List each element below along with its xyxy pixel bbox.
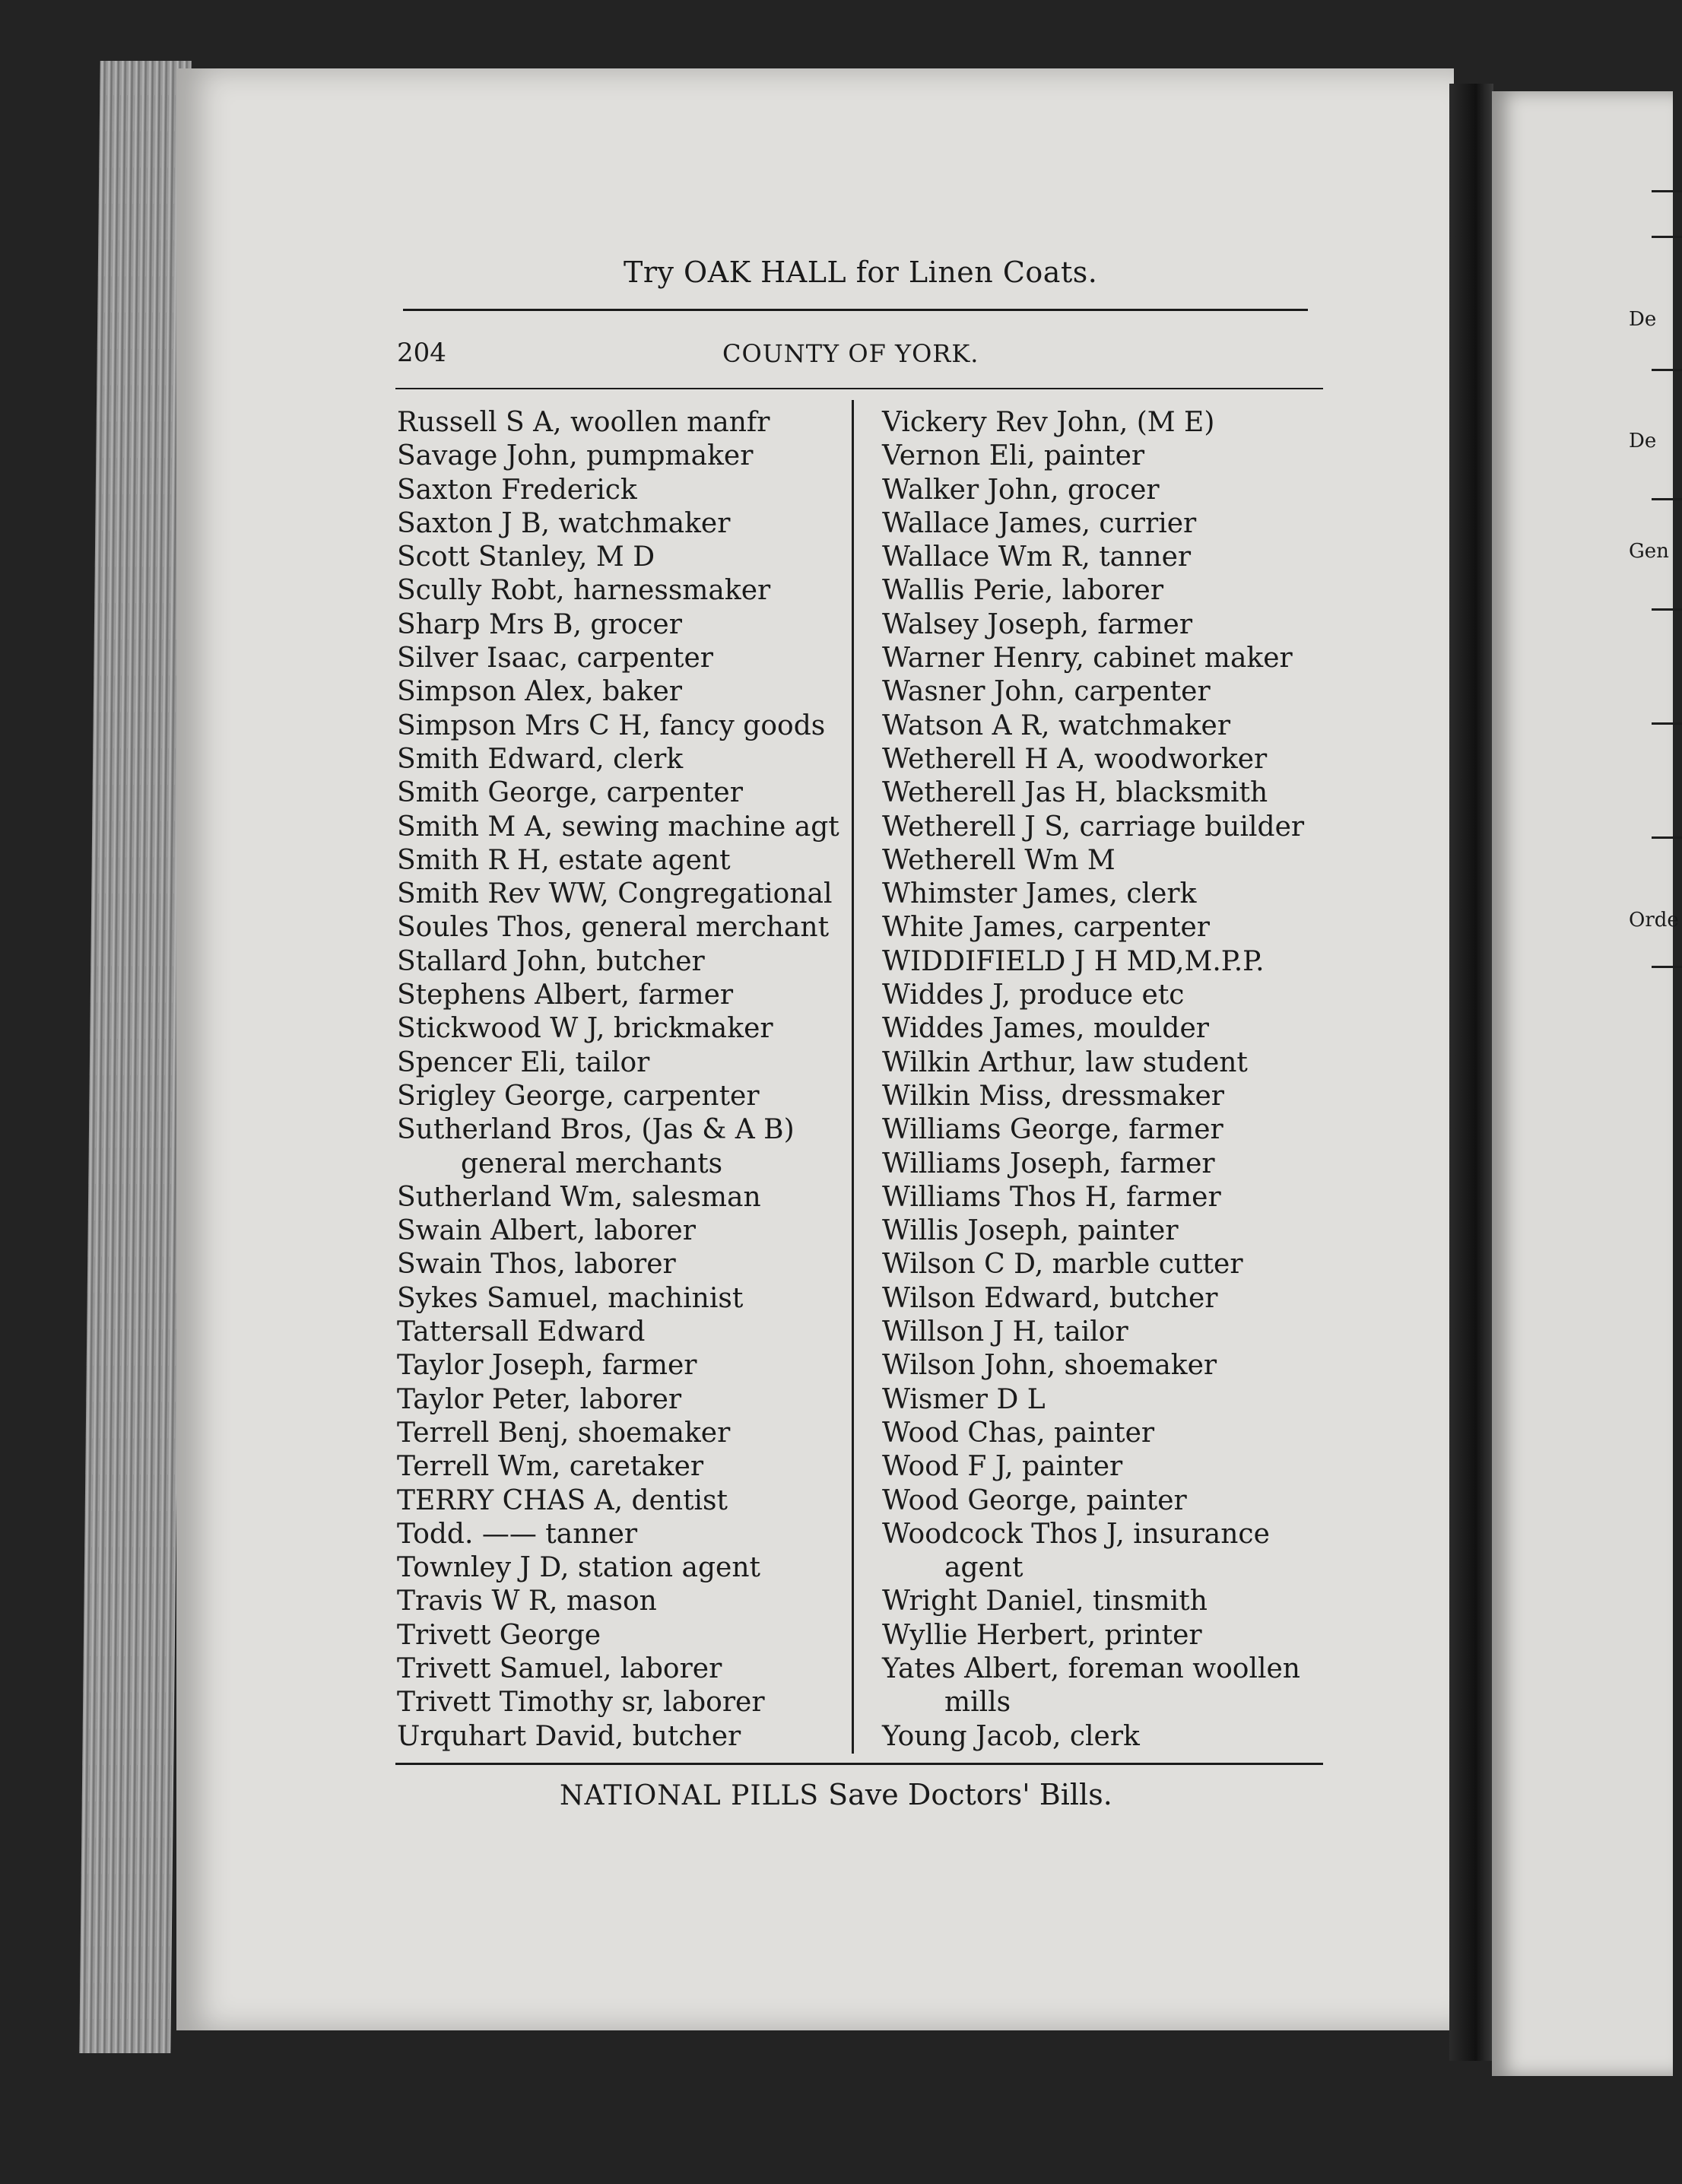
list-item: Simpson Alex, baker bbox=[397, 676, 682, 708]
header-advertisement: Try OAK HALL for Linen Coats. bbox=[624, 256, 1098, 289]
list-item: Scully Robt, harnessmaker bbox=[397, 575, 771, 607]
facing-page-text: De bbox=[1629, 430, 1657, 452]
facing-page-rule bbox=[1652, 236, 1682, 238]
list-item: Warner Henry, cabinet maker bbox=[882, 643, 1293, 675]
list-item: Willson J H, tailor bbox=[882, 1316, 1128, 1348]
list-item: Trivett Samuel, laborer bbox=[397, 1652, 722, 1684]
book-page-edges bbox=[79, 61, 191, 2053]
list-item: Wilkin Miss, dressmaker bbox=[882, 1080, 1224, 1112]
header-rule bbox=[403, 309, 1308, 311]
list-item: Stephens Albert, farmer bbox=[397, 979, 734, 1011]
footer-advertisement bbox=[560, 1778, 1112, 1811]
list-item: Saxton J B, watchmaker bbox=[397, 507, 731, 539]
list-item: Trivett Timothy sr, laborer bbox=[397, 1687, 765, 1719]
facing-page-rule bbox=[1652, 722, 1682, 725]
list-item: Swain Albert, laborer bbox=[397, 1215, 696, 1247]
list-item: Smith George, carpenter bbox=[397, 777, 743, 809]
list-item: Sharp Mrs B, grocer bbox=[397, 608, 682, 640]
list-item: Wilson John, shoemaker bbox=[882, 1350, 1217, 1382]
list-item-continuation: general merchants bbox=[461, 1148, 723, 1179]
list-item: Wood George, painter bbox=[882, 1484, 1187, 1516]
list-item: Sykes Samuel, machinist bbox=[397, 1282, 744, 1314]
list-item: Widdes James, moulder bbox=[882, 1013, 1209, 1045]
list-item: Townley J D, station agent bbox=[397, 1552, 760, 1584]
list-item: Tattersall Edward bbox=[397, 1316, 646, 1348]
facing-page-text: Gen bbox=[1629, 540, 1669, 563]
list-item: Wood Chas, painter bbox=[882, 1417, 1155, 1449]
footer-ad-tagline: Save Doctors' Bills. bbox=[828, 1778, 1112, 1811]
list-item: Woodcock Thos J, insurance bbox=[882, 1518, 1270, 1550]
list-item: Todd. —— tanner bbox=[397, 1518, 638, 1550]
book-gutter bbox=[1449, 84, 1493, 2061]
list-item-continuation: mills bbox=[944, 1687, 1011, 1719]
list-item: Vernon Eli, painter bbox=[882, 440, 1145, 472]
column-divider bbox=[852, 400, 854, 1754]
list-item: Smith Edward, clerk bbox=[397, 743, 684, 775]
facing-page-text: De bbox=[1629, 308, 1657, 331]
list-item: Savage John, pumpmaker bbox=[397, 440, 754, 472]
list-item: Spencer Eli, tailor bbox=[397, 1046, 650, 1078]
list-item: Young Jacob, clerk bbox=[882, 1720, 1140, 1752]
list-item: Walker John, grocer bbox=[882, 474, 1160, 506]
list-item: Terrell Wm, caretaker bbox=[397, 1451, 704, 1483]
facing-page-rule bbox=[1652, 608, 1682, 611]
list-item: Williams Joseph, farmer bbox=[882, 1148, 1215, 1179]
list-item: Wasner John, carpenter bbox=[882, 676, 1211, 708]
list-item: Williams George, farmer bbox=[882, 1114, 1223, 1146]
facing-page-rule bbox=[1652, 836, 1682, 839]
list-item: Wetherell H A, woodworker bbox=[882, 743, 1268, 775]
list-item: Smith M A, sewing machine agt bbox=[397, 811, 839, 843]
list-item: Wilson Edward, butcher bbox=[882, 1282, 1218, 1314]
list-item: Walsey Joseph, farmer bbox=[882, 608, 1193, 640]
list-item: Smith Rev WW, Congregational bbox=[397, 878, 833, 910]
list-item: Widdes J, produce etc bbox=[882, 979, 1185, 1011]
list-item: Whimster James, clerk bbox=[882, 878, 1197, 910]
list-item: Swain Thos, laborer bbox=[397, 1249, 676, 1281]
list-item: Wallace James, currier bbox=[882, 507, 1197, 539]
list-item: Srigley George, carpenter bbox=[397, 1080, 760, 1112]
list-item: Terrell Benj, shoemaker bbox=[397, 1417, 731, 1449]
list-item: Wallis Perie, laborer bbox=[882, 575, 1164, 607]
page-number: 204 bbox=[397, 338, 446, 368]
footer-ad-brand: NATIONAL PILLS bbox=[560, 1780, 820, 1811]
list-item: Smith R H, estate agent bbox=[397, 844, 731, 876]
list-item: Wallace Wm R, tanner bbox=[882, 541, 1192, 573]
facing-page-rule bbox=[1652, 966, 1682, 968]
list-item: Watson A R, watchmaker bbox=[882, 709, 1231, 741]
list-item: Willis Joseph, painter bbox=[882, 1215, 1179, 1247]
list-item: Taylor Joseph, farmer bbox=[397, 1350, 697, 1382]
list-item: Williams Thos H, farmer bbox=[882, 1181, 1221, 1213]
directory-column-right bbox=[882, 406, 1304, 1754]
directory-column-left bbox=[397, 406, 839, 1754]
list-item: Wright Daniel, tinsmith bbox=[882, 1586, 1208, 1617]
list-item: Wetherell Jas H, blacksmith bbox=[882, 777, 1268, 809]
list-item: Wilson C D, marble cutter bbox=[882, 1249, 1243, 1281]
list-item: Saxton Frederick bbox=[397, 474, 637, 506]
list-item: Silver Isaac, carpenter bbox=[397, 643, 714, 675]
list-item: Wilkin Arthur, law student bbox=[882, 1046, 1248, 1078]
facing-page-rule bbox=[1652, 498, 1682, 500]
list-item: WIDDIFIELD J H MD,M.P.P. bbox=[882, 945, 1265, 977]
list-item: Wood F J, painter bbox=[882, 1451, 1123, 1483]
list-item: Trivett George bbox=[397, 1619, 601, 1651]
list-item: Yates Albert, foreman woollen bbox=[882, 1652, 1300, 1684]
list-item: Urquhart David, butcher bbox=[397, 1720, 741, 1752]
facing-page-rule bbox=[1652, 190, 1682, 192]
list-item: Wismer D L bbox=[882, 1383, 1046, 1415]
list-item: Wetherell Wm M bbox=[882, 844, 1116, 876]
list-item: TERRY CHAS A, dentist bbox=[397, 1484, 728, 1516]
list-item: Stallard John, butcher bbox=[397, 945, 705, 977]
list-item: Scott Stanley, M D bbox=[397, 541, 655, 573]
list-item: Wyllie Herbert, printer bbox=[882, 1619, 1202, 1651]
list-item: Soules Thos, general merchant bbox=[397, 912, 830, 944]
facing-page-rule bbox=[1652, 369, 1682, 371]
list-item: Sutherland Wm, salesman bbox=[397, 1181, 761, 1213]
list-item: Simpson Mrs C H, fancy goods bbox=[397, 709, 826, 741]
list-item: Wetherell J S, carriage builder bbox=[882, 811, 1305, 843]
county-title: COUNTY OF YORK. bbox=[722, 339, 979, 368]
list-item: Travis W R, mason bbox=[397, 1586, 657, 1617]
facing-page-fragment bbox=[1492, 91, 1679, 2076]
list-item: Taylor Peter, laborer bbox=[397, 1383, 682, 1415]
list-item: Vickery Rev John, (M E) bbox=[882, 407, 1215, 438]
list-item: Russell S A, woollen manfr bbox=[397, 407, 770, 438]
facing-page-text: Orde bbox=[1629, 909, 1679, 932]
list-item-continuation: agent bbox=[944, 1552, 1023, 1584]
list-item: Sutherland Bros, (Jas & A B) bbox=[397, 1114, 795, 1146]
list-item: Stickwood W J, brickmaker bbox=[397, 1013, 773, 1045]
footer-rule bbox=[395, 1763, 1323, 1765]
title-rule bbox=[395, 388, 1323, 389]
list-item: White James, carpenter bbox=[882, 912, 1210, 944]
